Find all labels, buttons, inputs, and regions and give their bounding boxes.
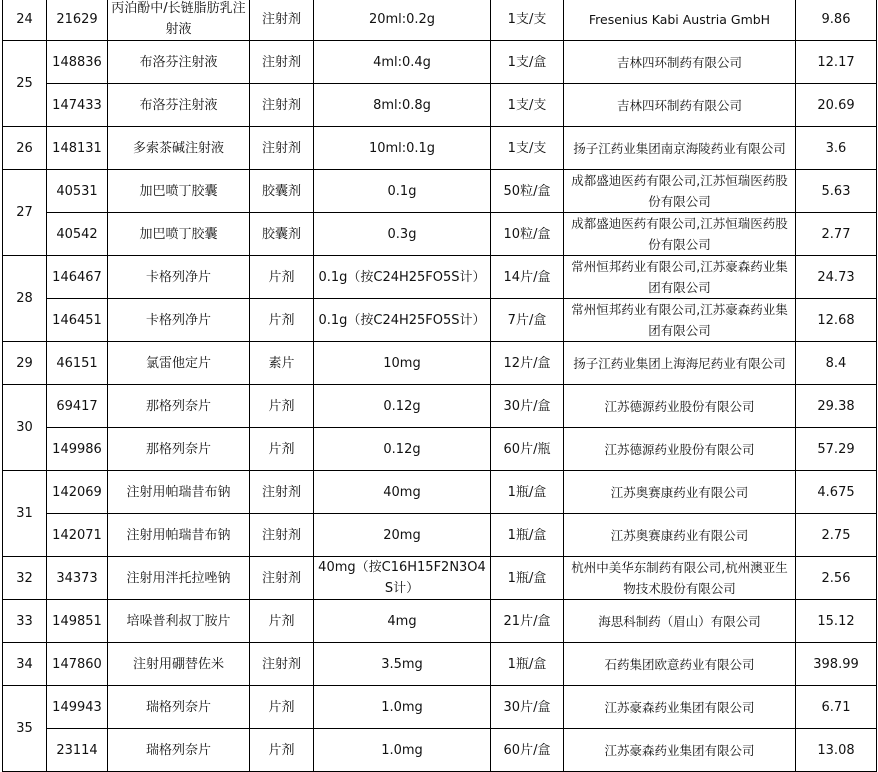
table-row	[3, 84, 877, 127]
package-cell: 50粒/盒	[491, 170, 564, 213]
dosage-form-cell: 片剂	[250, 428, 314, 471]
group-number-cell: 32	[3, 557, 47, 600]
price-cell: 12.68	[796, 299, 877, 342]
dosage-form-cell: 片剂	[250, 299, 314, 342]
specification-cell: 4mg	[314, 600, 491, 643]
package-cell: 14片/盒	[491, 256, 564, 299]
drug-name-cell: 多索茶碱注射液	[108, 127, 250, 170]
manufacturer-cell: 江苏奥赛康药业有限公司	[564, 471, 796, 514]
package-cell: 1支/支	[491, 127, 564, 170]
drug-name-cell: 丙泊酚中/长链脂肪乳注射液	[108, 0, 250, 41]
dosage-form-cell: 注射剂	[250, 514, 314, 557]
table-body	[3, 0, 877, 772]
manufacturer-cell: 扬子江药业集团南京海陵药业有限公司	[564, 127, 796, 170]
price-cell: 15.12	[796, 600, 877, 643]
drug-code-cell: 40542	[47, 213, 108, 256]
group-number-cell: 27	[3, 170, 47, 256]
group-number-cell: 26	[3, 127, 47, 170]
package-cell: 60片/瓶	[491, 428, 564, 471]
price-cell: 8.4	[796, 342, 877, 385]
price-cell: 5.63	[796, 170, 877, 213]
group-number-cell: 31	[3, 471, 47, 557]
table-row	[3, 471, 877, 514]
package-cell: 1瓶/盒	[491, 471, 564, 514]
drug-name-cell: 注射用泮托拉唑钠	[108, 557, 250, 600]
manufacturer-cell: 吉林四环制药有限公司	[564, 41, 796, 84]
package-cell: 21片/盒	[491, 600, 564, 643]
price-cell: 12.17	[796, 41, 877, 84]
dosage-form-cell: 胶囊剂	[250, 170, 314, 213]
table-row	[3, 213, 877, 256]
dosage-form-cell: 注射剂	[250, 471, 314, 514]
drug-name-cell: 那格列奈片	[108, 428, 250, 471]
dosage-form-cell: 素片	[250, 342, 314, 385]
price-cell: 29.38	[796, 385, 877, 428]
drug-code-cell: 147860	[47, 643, 108, 686]
package-cell: 30片/盒	[491, 686, 564, 729]
drug-name-cell: 布洛芬注射液	[108, 84, 250, 127]
drug-code-cell: 34373	[47, 557, 108, 600]
specification-cell: 20ml:0.2g	[314, 0, 491, 41]
manufacturer-cell: 江苏德源药业股份有限公司	[564, 385, 796, 428]
drug-name-cell: 加巴喷丁胶囊	[108, 213, 250, 256]
drug-code-cell: 149986	[47, 428, 108, 471]
drug-code-cell: 142071	[47, 514, 108, 557]
drug-code-cell: 40531	[47, 170, 108, 213]
specification-cell: 0.1g	[314, 170, 491, 213]
manufacturer-cell: 成都盛迪医药有限公司,江苏恒瑞医药股份有限公司	[564, 213, 796, 256]
group-number-cell: 25	[3, 41, 47, 127]
price-cell: 6.71	[796, 686, 877, 729]
group-number-cell: 30	[3, 385, 47, 471]
price-cell: 20.69	[796, 84, 877, 127]
package-cell: 1瓶/盒	[491, 557, 564, 600]
package-cell: 7片/盒	[491, 299, 564, 342]
dosage-form-cell: 片剂	[250, 385, 314, 428]
price-cell: 24.73	[796, 256, 877, 299]
specification-cell: 8ml:0.8g	[314, 84, 491, 127]
table-row	[3, 643, 877, 686]
table-row	[3, 342, 877, 385]
manufacturer-cell: 江苏奥赛康药业有限公司	[564, 514, 796, 557]
drug-name-cell: 氯雷他定片	[108, 342, 250, 385]
specification-cell: 20mg	[314, 514, 491, 557]
dosage-form-cell: 片剂	[250, 256, 314, 299]
table-row	[3, 170, 877, 213]
manufacturer-cell: 江苏德源药业股份有限公司	[564, 428, 796, 471]
drug-name-cell: 卡格列净片	[108, 256, 250, 299]
price-cell: 2.77	[796, 213, 877, 256]
drug-code-cell: 149943	[47, 686, 108, 729]
table-row	[3, 299, 877, 342]
table-row	[3, 514, 877, 557]
package-cell: 1瓶/盒	[491, 643, 564, 686]
dosage-form-cell: 片剂	[250, 686, 314, 729]
drug-name-cell: 注射用硼替佐米	[108, 643, 250, 686]
table-row	[3, 385, 877, 428]
table-row	[3, 256, 877, 299]
dosage-form-cell: 片剂	[250, 729, 314, 772]
price-cell: 9.86	[796, 0, 877, 41]
drug-name-cell: 瑞格列奈片	[108, 729, 250, 772]
specification-cell: 0.12g	[314, 428, 491, 471]
price-cell: 57.29	[796, 428, 877, 471]
group-number-cell: 34	[3, 643, 47, 686]
drug-code-cell: 147433	[47, 84, 108, 127]
manufacturer-cell: Fresenius Kabi Austria GmbH	[564, 0, 796, 41]
drug-code-cell: 142069	[47, 471, 108, 514]
manufacturer-cell: 石药集团欧意药业有限公司	[564, 643, 796, 686]
drug-name-cell: 加巴喷丁胶囊	[108, 170, 250, 213]
specification-cell: 1.0mg	[314, 686, 491, 729]
package-cell: 60片/盒	[491, 729, 564, 772]
drug-code-cell: 23114	[47, 729, 108, 772]
table-row	[3, 600, 877, 643]
drug-code-cell: 148131	[47, 127, 108, 170]
price-cell: 2.75	[796, 514, 877, 557]
package-cell: 1支/盒	[491, 41, 564, 84]
specification-cell: 40mg（按C16H15F2N3O4S计）	[314, 557, 491, 600]
manufacturer-cell: 常州恒邦药业有限公司,江苏豪森药业集团有限公司	[564, 299, 796, 342]
group-number-cell: 28	[3, 256, 47, 342]
specification-cell: 0.1g（按C24H25FO5S计）	[314, 256, 491, 299]
package-cell: 10粒/盒	[491, 213, 564, 256]
specification-cell: 0.1g（按C24H25FO5S计）	[314, 299, 491, 342]
package-cell: 1瓶/盒	[491, 514, 564, 557]
specification-cell: 40mg	[314, 471, 491, 514]
drug-name-cell: 那格列奈片	[108, 385, 250, 428]
dosage-form-cell: 注射剂	[250, 127, 314, 170]
table-row	[3, 557, 877, 600]
manufacturer-cell: 杭州中美华东制药有限公司,杭州澳亚生物技术股份有限公司	[564, 557, 796, 600]
specification-cell: 0.3g	[314, 213, 491, 256]
dosage-form-cell: 胶囊剂	[250, 213, 314, 256]
table-row	[3, 41, 877, 84]
table-row	[3, 729, 877, 772]
price-cell: 4.675	[796, 471, 877, 514]
group-number-cell: 33	[3, 600, 47, 643]
package-cell: 1支/支	[491, 0, 564, 41]
specification-cell: 10mg	[314, 342, 491, 385]
drug-name-cell: 培哚普利叔丁胺片	[108, 600, 250, 643]
price-cell: 13.08	[796, 729, 877, 772]
drug-name-cell: 卡格列净片	[108, 299, 250, 342]
manufacturer-cell: 江苏豪森药业集团有限公司	[564, 729, 796, 772]
specification-cell: 0.12g	[314, 385, 491, 428]
group-number-cell: 24	[3, 0, 47, 41]
specification-cell: 10ml:0.1g	[314, 127, 491, 170]
price-cell: 3.6	[796, 127, 877, 170]
group-number-cell: 29	[3, 342, 47, 385]
manufacturer-cell: 海思科制药（眉山）有限公司	[564, 600, 796, 643]
drug-code-cell: 146451	[47, 299, 108, 342]
specification-cell: 1.0mg	[314, 729, 491, 772]
dosage-form-cell: 片剂	[250, 600, 314, 643]
drug-price-table	[2, 0, 877, 772]
specification-cell: 4ml:0.4g	[314, 41, 491, 84]
drug-code-cell: 69417	[47, 385, 108, 428]
manufacturer-cell: 江苏豪森药业集团有限公司	[564, 686, 796, 729]
package-cell: 1支/支	[491, 84, 564, 127]
drug-code-cell: 149851	[47, 600, 108, 643]
group-number-cell: 35	[3, 686, 47, 772]
table-row	[3, 428, 877, 471]
specification-cell: 3.5mg	[314, 643, 491, 686]
manufacturer-cell: 吉林四环制药有限公司	[564, 84, 796, 127]
table-row	[3, 686, 877, 729]
drug-code-cell: 146467	[47, 256, 108, 299]
dosage-form-cell: 注射剂	[250, 41, 314, 84]
table-row	[3, 127, 877, 170]
price-cell: 398.99	[796, 643, 877, 686]
manufacturer-cell: 扬子江药业集团上海海尼药业有限公司	[564, 342, 796, 385]
drug-name-cell: 瑞格列奈片	[108, 686, 250, 729]
drug-name-cell: 注射用帕瑞昔布钠	[108, 514, 250, 557]
drug-name-cell: 注射用帕瑞昔布钠	[108, 471, 250, 514]
dosage-form-cell: 注射剂	[250, 643, 314, 686]
package-cell: 12片/盒	[491, 342, 564, 385]
dosage-form-cell: 注射剂	[250, 84, 314, 127]
manufacturer-cell: 常州恒邦药业有限公司,江苏豪森药业集团有限公司	[564, 256, 796, 299]
drug-code-cell: 21629	[47, 0, 108, 41]
table-row	[3, 0, 877, 41]
drug-code-cell: 148836	[47, 41, 108, 84]
dosage-form-cell: 注射剂	[250, 557, 314, 600]
manufacturer-cell: 成都盛迪医药有限公司,江苏恒瑞医药股份有限公司	[564, 170, 796, 213]
package-cell: 30片/盒	[491, 385, 564, 428]
dosage-form-cell: 注射剂	[250, 0, 314, 41]
drug-name-cell: 布洛芬注射液	[108, 41, 250, 84]
price-cell: 2.56	[796, 557, 877, 600]
drug-code-cell: 46151	[47, 342, 108, 385]
